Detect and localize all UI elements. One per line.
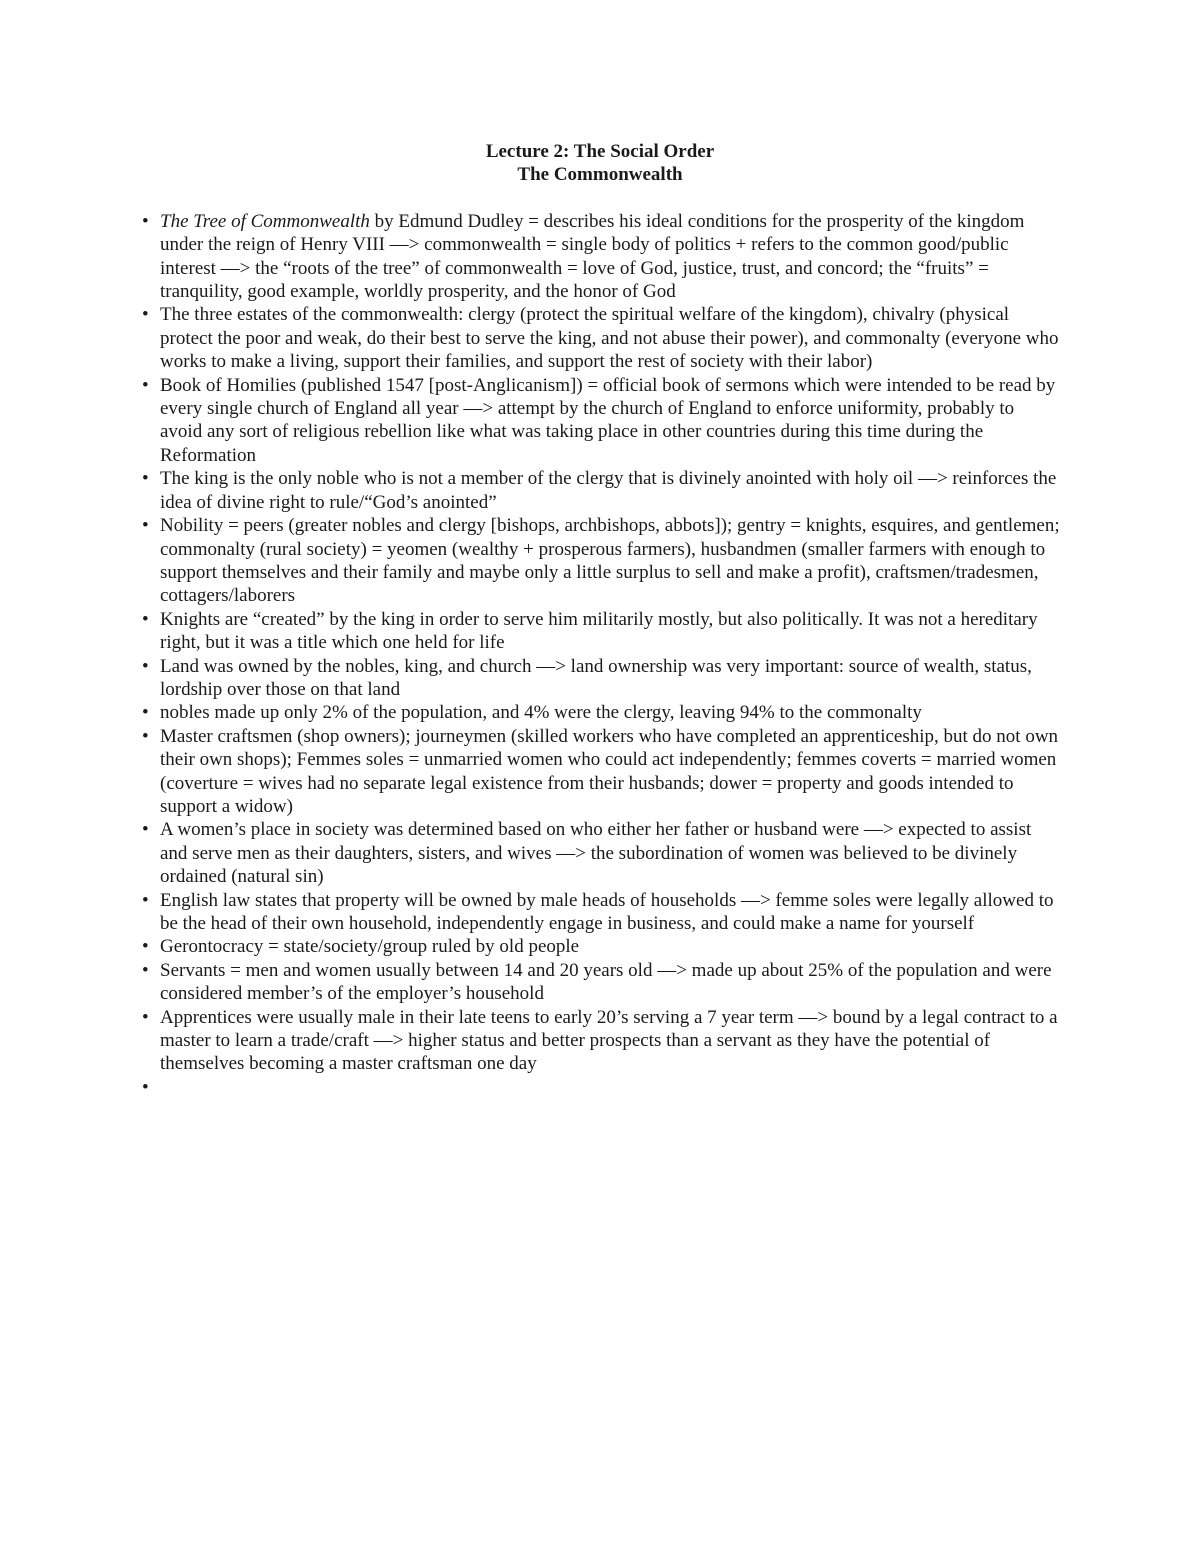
bullet-item [140,1006,1060,1076]
document-title: Lecture 2: The Social Order [485,141,715,162]
bullet-text: Master craftsmen (shop owners); journeymen (skilled workers who have completed an apprenticeship, but do not own their own shops); Femmes soles = unmarried women who could act independently; femmes coverts = married women (coverture = wives had no separate legal existence from their husbands; dower = property and goods intended to support a widow) [160,725,1059,817]
bullet-item [140,374,1060,468]
bullet-text: Apprentices were usually male in their late teens to early 20’s serving a 7 year term —> bound by a legal contract to a master to learn a trade/craft —> higher status and better prospects than a servant as they have the potential of themselves becoming a master craftsman one day [160,1006,1058,1075]
bullet-item [140,210,1060,304]
bullet-text: A women’s place in society was determined based on who either her father or husband were —> expected to assist and serve men as their daughters, sisters, and wives —> the subordination of women was believed to be divinely ordained (natural sin) [160,819,1032,888]
bullet-item [140,725,1060,819]
bullet-text: Book of Homilies (published 1547 [post-Anglicanism]) = official book of sermons which were intended to be read by every single church of England all year —> attempt by the church of England to enforce uniformity, probably to avoid any sort of religious rebellion like what was taking place in other countries during this time during the Reformation [160,374,1056,466]
bullet-item [140,467,1060,514]
bullet-text: Land was owned by the nobles, king, and church —> land ownership was very important: source of wealth, status, lordship over those on that land [160,655,1032,700]
bullet-text: The three estates of the commonwealth: clergy (protect the spiritual welfare of the kingdom), chivalry (physical protect the poor and weak, do their best to serve the king, and not abuse their power), and commonalty (everyone who works to make a living, support their families, and support the rest of society with their labor) [160,304,1059,373]
bullet-item [140,303,1060,373]
bullet-text: Knights are “created” by the king in order to serve him militarily mostly, but also politically. It was not a hereditary right, but it was a title which one held for life [160,608,1038,654]
bullet-italic-title: The Tree of Commonwealth [160,210,370,232]
document-body [140,140,1060,1099]
bullet-item [140,655,1060,702]
bullet-item [140,959,1060,1006]
bullet-text: nobles made up only 2% of the population, and 4% were the clergy, leaving 94% to the commonalty [160,702,922,724]
bullet-text: by Edmund Dudley = describes his ideal conditions for the prosperity of the kingdom under the reign of Henry VIII —> commonwealth = single body of politics + refers to the common good/public interest —> the “roots of the tree” of commonwealth = love of God, justice, trust, and concord; the “fruits” = tranquility, good example, worldly prosperity, and the honor of God [160,210,1025,303]
bullet-text: Gerontocracy = state/society/group ruled by old people [160,936,580,958]
document-heading [140,140,1060,187]
bullet-list [140,210,1060,1099]
document-subtitle: The Commonwealth [517,164,683,186]
bullet-text: Servants = men and women usually between 14 and 20 years old —> made up about 25% of the population and were considered member’s of the employer’s household [160,959,1052,1005]
bullet-text: The king is the only noble who is not a member of the clergy that is divinely anointed with holy oil —> reinforces the idea of divine right to rule/“God’s anointed” [160,468,1057,513]
bullet-text: Nobility = peers (greater nobles and clergy [bishops, archbishops, abbots]); gentry = knights, esquires, and gentlemen; commonalty (rural society) = yeomen (wealthy + prosperous farmers), husbandmen (smaller farmers with enough to support themselves and their family and maybe only a little surplus to sell and make a profit), craftsmen/tradesmen, cottagers/laborers [160,515,1060,607]
bullet-item [140,818,1060,888]
bullet-item [140,701,1060,724]
bullet-item [140,514,1060,608]
bullet-item [140,935,1060,958]
bullet-item [140,608,1060,655]
bullet-text: English law states that property will be owned by male heads of households —> femme soles were legally allowed to be the head of their own household, independently engage in business, and could make a name for yourself [160,889,1054,934]
bullet-item [140,889,1060,936]
bullet-item [140,1076,1060,1099]
